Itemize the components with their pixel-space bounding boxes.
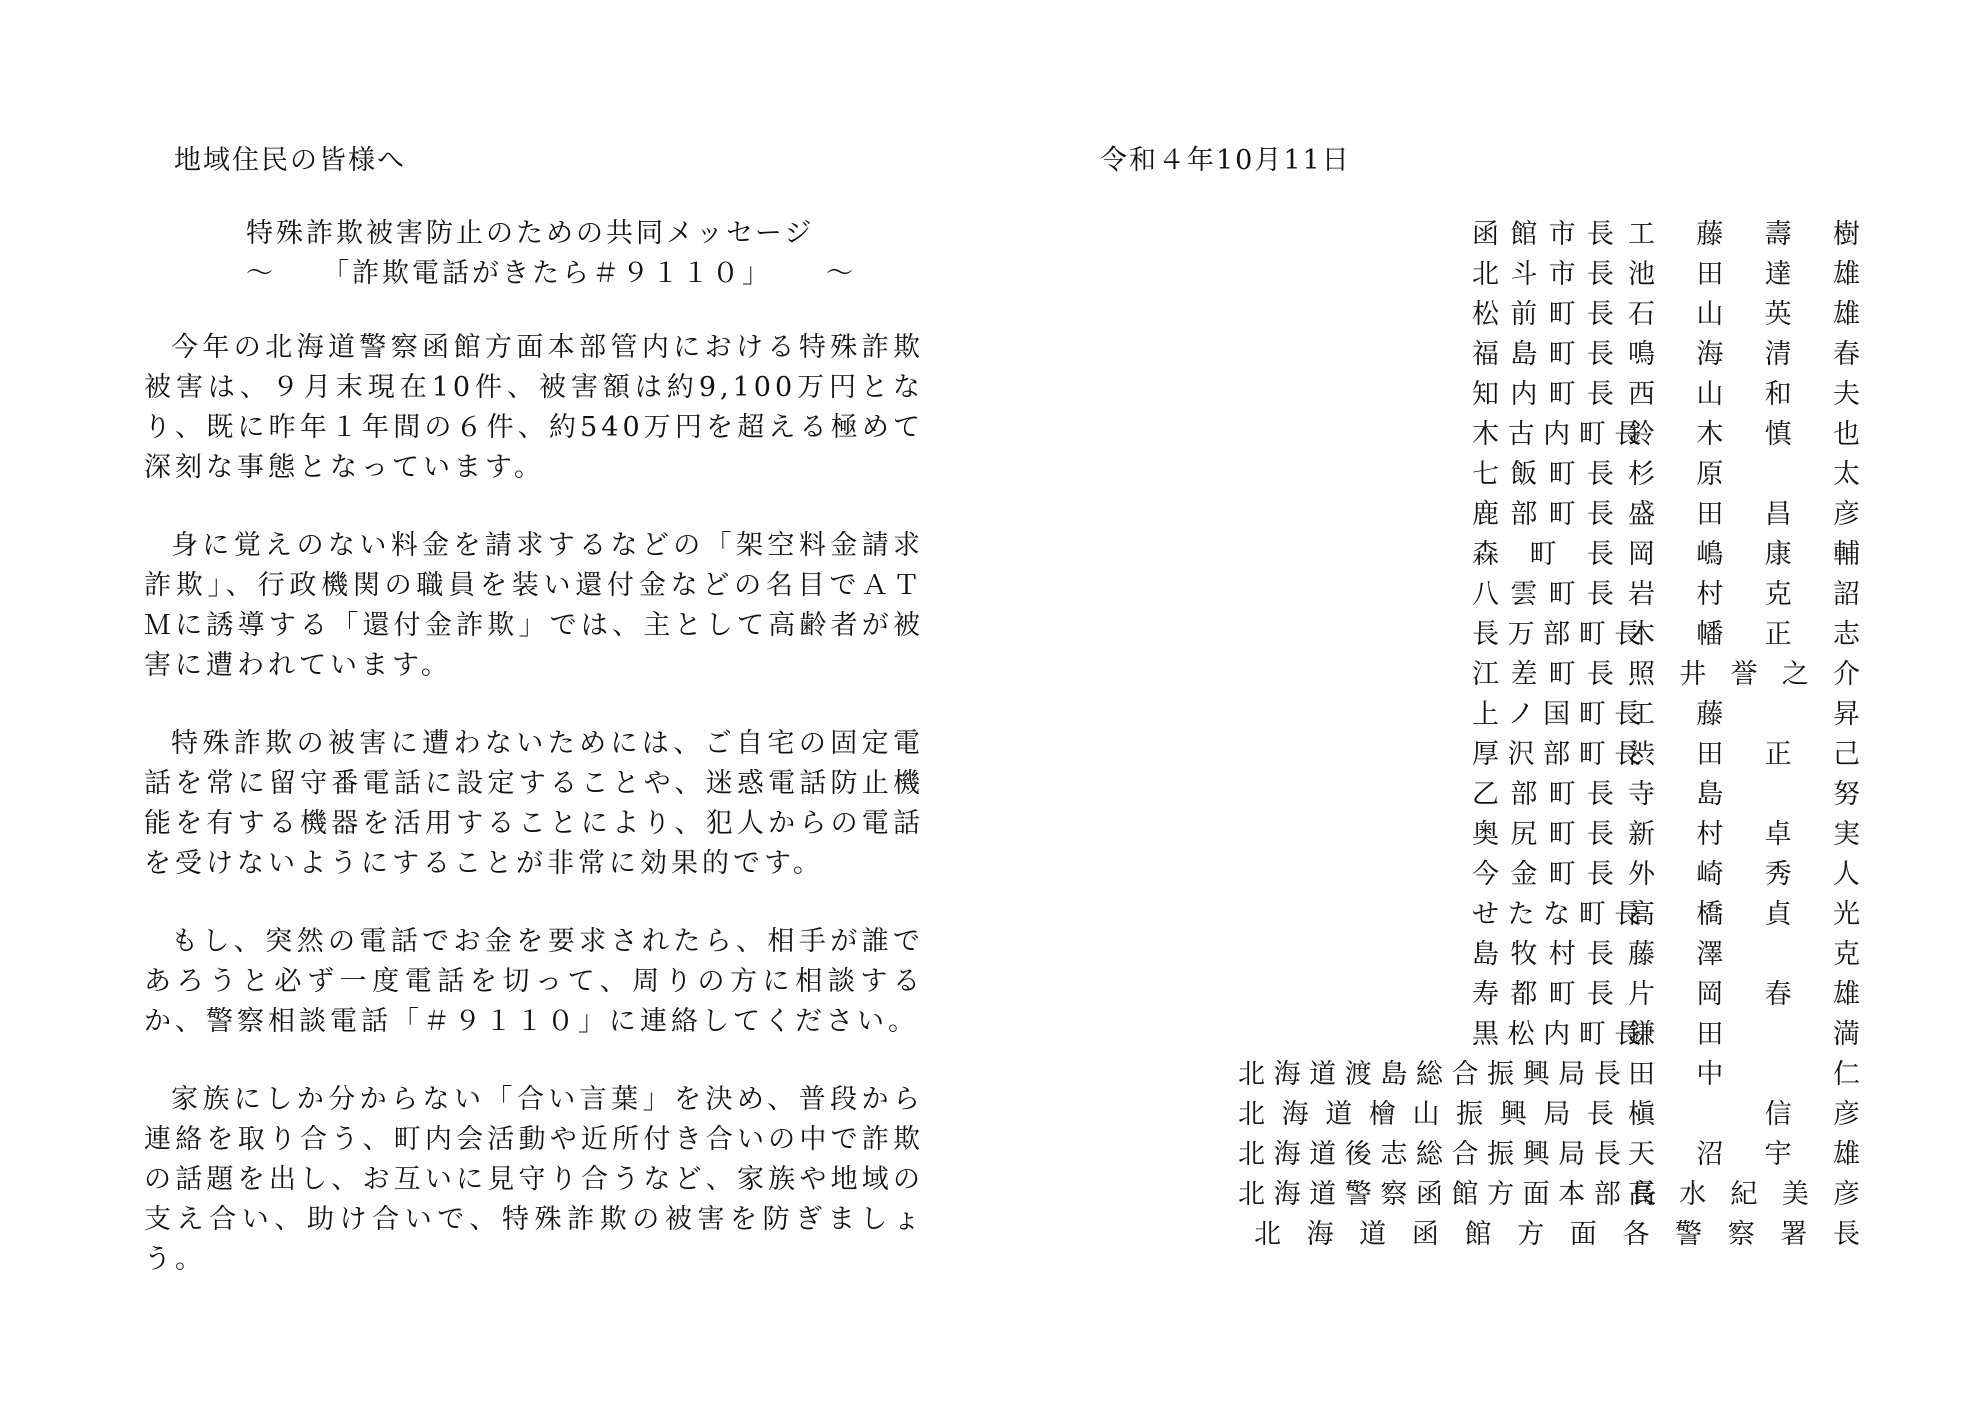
signer-name: 石 山 英 雄	[1628, 299, 1860, 330]
signers-list	[1160, 215, 1860, 1255]
signer-row	[1160, 695, 1860, 735]
signer-row	[1160, 815, 1860, 855]
signer-position: 鹿 部 町 長	[1472, 499, 1614, 530]
signer-name: 照 井 誉 之 介	[1628, 659, 1860, 690]
signer-position: 北 海 道 函 館 方 面 各 警 察 署 長	[1254, 1219, 1860, 1250]
signer-row	[1160, 975, 1860, 1015]
signer-row	[1160, 295, 1860, 335]
signer-row	[1160, 1135, 1860, 1175]
subtitle-text: 「詐欺電話がきたら＃９１１０」	[322, 258, 772, 289]
signer-row	[1160, 935, 1860, 975]
signer-name: 岩 村 克 詔	[1628, 579, 1860, 610]
signer-row	[1160, 495, 1860, 535]
signer-row	[1160, 335, 1860, 375]
paragraph: 家族にしか分からない「合い言葉」を決め、普段から連絡を取り合う、町内会活動や近所付き合いの中で詐欺の話題を出し、お互いに見守り合うなど、家族や地域の支え合い、助け合いで、特殊詐欺の被害を防ぎましょう。	[144, 1084, 924, 1275]
signer-name: 鎌 田 満	[1628, 1019, 1860, 1050]
signer-row	[1160, 1015, 1860, 1055]
signer-position: せ た な 町 長	[1472, 899, 1642, 930]
signer-name: 天 沼 宇 雄	[1628, 1139, 1860, 1170]
signer-row	[1160, 415, 1860, 455]
signer-position: 北 斗 市 長	[1472, 259, 1614, 290]
signer-position: 島 牧 村 長	[1472, 939, 1614, 970]
signer-position: 福 島 町 長	[1472, 339, 1614, 370]
signer-name: 鈴 木 慎 也	[1628, 419, 1860, 450]
signer-row	[1160, 215, 1860, 255]
document-date: 令和４年10月11日	[1100, 145, 1351, 176]
signer-name: 外 崎 秀 人	[1628, 859, 1860, 890]
signer-position: 北 海 道 後 志 総 合 振 興 局 長	[1238, 1139, 1621, 1170]
signer-position: 木 古 内 町 長	[1472, 419, 1642, 450]
signer-row	[1160, 1055, 1860, 1095]
signer-position: 厚 沢 部 町 長	[1472, 739, 1642, 770]
signer-row	[1160, 1095, 1860, 1135]
message-subtitle	[246, 254, 856, 294]
signer-name: 槇 信 彦	[1628, 1099, 1860, 1130]
signer-name: 西 山 和 夫	[1628, 379, 1860, 410]
subtitle-tilde-left: ～	[246, 258, 276, 289]
signer-row	[1160, 255, 1860, 295]
signer-position: 今 金 町 長	[1472, 859, 1614, 890]
signer-position: 八 雲 町 長	[1472, 579, 1614, 610]
signer-name: 渋 田 正 己	[1628, 739, 1860, 770]
signer-row	[1160, 735, 1860, 775]
signer-position: 長 万 部 町 長	[1472, 619, 1642, 650]
signer-position: 北 海 道 渡 島 総 合 振 興 局 長	[1238, 1059, 1621, 1090]
signer-row	[1160, 1215, 1860, 1255]
signer-position: 森 町 長	[1472, 539, 1614, 570]
signer-row	[1160, 535, 1860, 575]
message-title: 特殊詐欺被害防止のための共同メッセージ	[246, 218, 815, 249]
signer-row	[1160, 575, 1860, 615]
signer-row	[1160, 775, 1860, 815]
signer-name: 池 田 達 雄	[1628, 259, 1860, 290]
paragraph: 特殊詐欺の被害に遭わないためには、ご自宅の固定電話を常に留守番電話に設定することや、迷惑電話防止機能を有する機器を活用することにより、犯人からの電話を受けないようにすることが非常に効果的です。	[144, 728, 924, 879]
signer-position: 松 前 町 長	[1472, 299, 1614, 330]
subtitle-tilde-right: ～	[826, 258, 856, 289]
signer-row	[1160, 455, 1860, 495]
signer-row	[1160, 855, 1860, 895]
signer-name: 盛 田 昌 彦	[1628, 499, 1860, 530]
signer-name: 鳴 海 清 春	[1628, 339, 1860, 370]
signer-row	[1160, 895, 1860, 935]
signer-name: 工 藤 壽 樹	[1628, 219, 1860, 250]
signer-name: 新 村 卓 実	[1628, 819, 1860, 850]
signer-name: 高 水 紀 美 彦	[1628, 1179, 1860, 1210]
signer-name: 寺 島 努	[1628, 779, 1860, 810]
signer-name: 藤 澤 克	[1628, 939, 1860, 970]
signer-name: 杉 原 太	[1628, 459, 1860, 490]
signer-row	[1160, 615, 1860, 655]
signer-row	[1160, 1175, 1860, 1215]
signer-row	[1160, 375, 1860, 415]
signer-position: 上 ノ 国 町 長	[1472, 699, 1642, 730]
signer-position: 函 館 市 長	[1472, 219, 1614, 250]
signer-position: 七 飯 町 長	[1472, 459, 1614, 490]
signer-row	[1160, 655, 1860, 695]
signer-position: 奥 尻 町 長	[1472, 819, 1614, 850]
signer-name: 木 幡 正 志	[1628, 619, 1860, 650]
signer-position: 知 内 町 長	[1472, 379, 1614, 410]
paragraph: 今年の北海道警察函館方面本部管内における特殊詐欺被害は、９月末現在10件、被害額は約9,100万円となり、既に昨年１年間の６件、約540万円を超える極めて深刻な事態となっています。	[144, 332, 924, 483]
message-body	[144, 328, 924, 1318]
signer-name: 高 橋 貞 光	[1628, 899, 1860, 930]
signer-name: 田 中 仁	[1628, 1059, 1860, 1090]
addressee: 地域住民の皆様へ	[174, 145, 406, 176]
paragraph: もし、突然の電話でお金を要求されたら、相手が誰であろうと必ず一度電話を切って、周りの方に相談するか、警察相談電話「＃９１１０」に連絡してください。	[144, 926, 924, 1037]
signer-position: 乙 部 町 長	[1472, 779, 1614, 810]
signer-name: 岡 嶋 康 輔	[1628, 539, 1860, 570]
signer-position: 北 海 道 檜 山 振 興 局 長	[1238, 1099, 1614, 1130]
signer-name: 片 岡 春 雄	[1628, 979, 1860, 1010]
signer-position: 黒 松 内 町 長	[1472, 1019, 1642, 1050]
paragraph: 身に覚えのない料金を請求するなどの「架空料金請求詐欺」、行政機関の職員を装い還付金などの名目でＡＴＭに誘導する「還付金詐欺」では、主として高齢者が被害に遭われています。	[144, 530, 924, 681]
signer-position: 北 海 道 警 察 函 館 方 面 本 部 長	[1238, 1179, 1657, 1210]
signer-position: 江 差 町 長	[1472, 659, 1614, 690]
signer-name: 工 藤 昇	[1628, 699, 1860, 730]
signer-position: 寿 都 町 長	[1472, 979, 1614, 1010]
title-block	[246, 214, 856, 294]
